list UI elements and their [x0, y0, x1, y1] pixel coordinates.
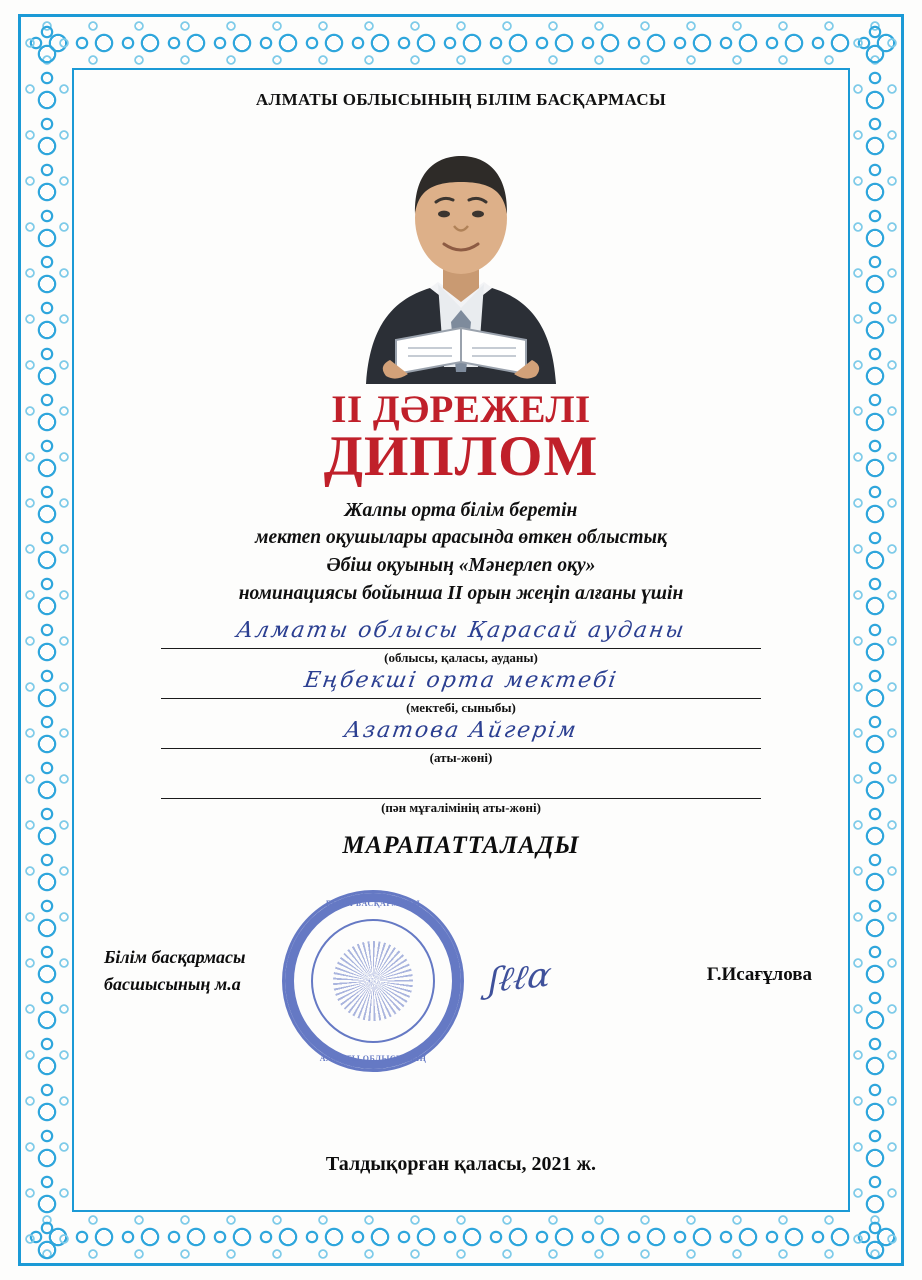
handwritten-signature: ʃℓℓα: [486, 954, 555, 1001]
ornament-band-bottom: [24, 1214, 898, 1260]
teacher-name-field-caption: (пән мұғалімінің аты-жөні): [381, 799, 541, 815]
awarded-label: МАРАПАТТАЛАДЫ: [342, 831, 580, 859]
school-field-value: Еңбекші орта мектебі: [302, 667, 620, 693]
city-and-year: Талдықорған қаласы, 2021 ж.: [325, 1153, 597, 1175]
student-name-field: [161, 717, 761, 772]
teacher-name-field: [161, 772, 761, 822]
portrait-photo: [326, 122, 596, 384]
diploma-content: [86, 78, 836, 1202]
region-field-caption: (облысы, қаласы, ауданы): [384, 649, 538, 665]
school-field: [161, 667, 761, 722]
body-line-1: Жалпы орта білім беретін: [344, 499, 578, 521]
ornament-band-right: [852, 20, 898, 1260]
body-line-2: мектеп оқушылары арасында өткен облыстық: [255, 527, 667, 549]
diploma-title: ДИПЛОМ: [323, 424, 599, 488]
ornament-band-left: [24, 20, 70, 1260]
teacher-name-field-rule: [161, 798, 761, 799]
signer-name: Г.Исағұлова: [706, 963, 812, 985]
stamp-emblem-icon: [333, 941, 413, 1021]
signer-position-line-1: Білім басқармасы: [104, 946, 246, 967]
portrait-container: [86, 116, 836, 384]
school-field-caption: (мектебі, сыныбы): [406, 699, 516, 715]
signer-position: [104, 944, 246, 998]
stamp-bottom-text: АЛМАТЫ ОБЛЫСЫНЫҢ: [319, 1053, 427, 1063]
body-line-3: Әбіш оқуының «Мәнерлеп оқу»: [326, 555, 596, 577]
fill-in-fields: [86, 617, 836, 822]
student-name-field-caption: (аты-жөні): [429, 749, 493, 765]
region-field-value: Алматы облысы Қарасай ауданы: [234, 617, 688, 643]
body-line-4: номинациясы бойынша II орын жеңіп алғаны үшін: [238, 582, 684, 604]
student-name-field-value: Азатова Айгерім: [342, 717, 580, 743]
signer-position-line-2: басшысының м.а: [104, 973, 241, 994]
diploma-degree-title: II ДӘРЕЖЕЛІ: [331, 388, 591, 431]
student-name-field-rule: [161, 748, 761, 749]
region-field-rule: [161, 648, 761, 649]
region-field: [161, 617, 761, 672]
stamp-top-text: БІЛІМ БАСҚАРМАСЫ: [325, 898, 421, 908]
ornament-band-top: [24, 20, 898, 66]
official-stamp-icon: [282, 890, 464, 1072]
diploma-body: [86, 497, 836, 608]
signature-block: [86, 898, 836, 1063]
organization-header: АЛМАТЫ ОБЛЫСЫНЫҢ БІЛІМ БАСҚАРМАСЫ: [255, 90, 667, 109]
school-field-rule: [161, 698, 761, 699]
